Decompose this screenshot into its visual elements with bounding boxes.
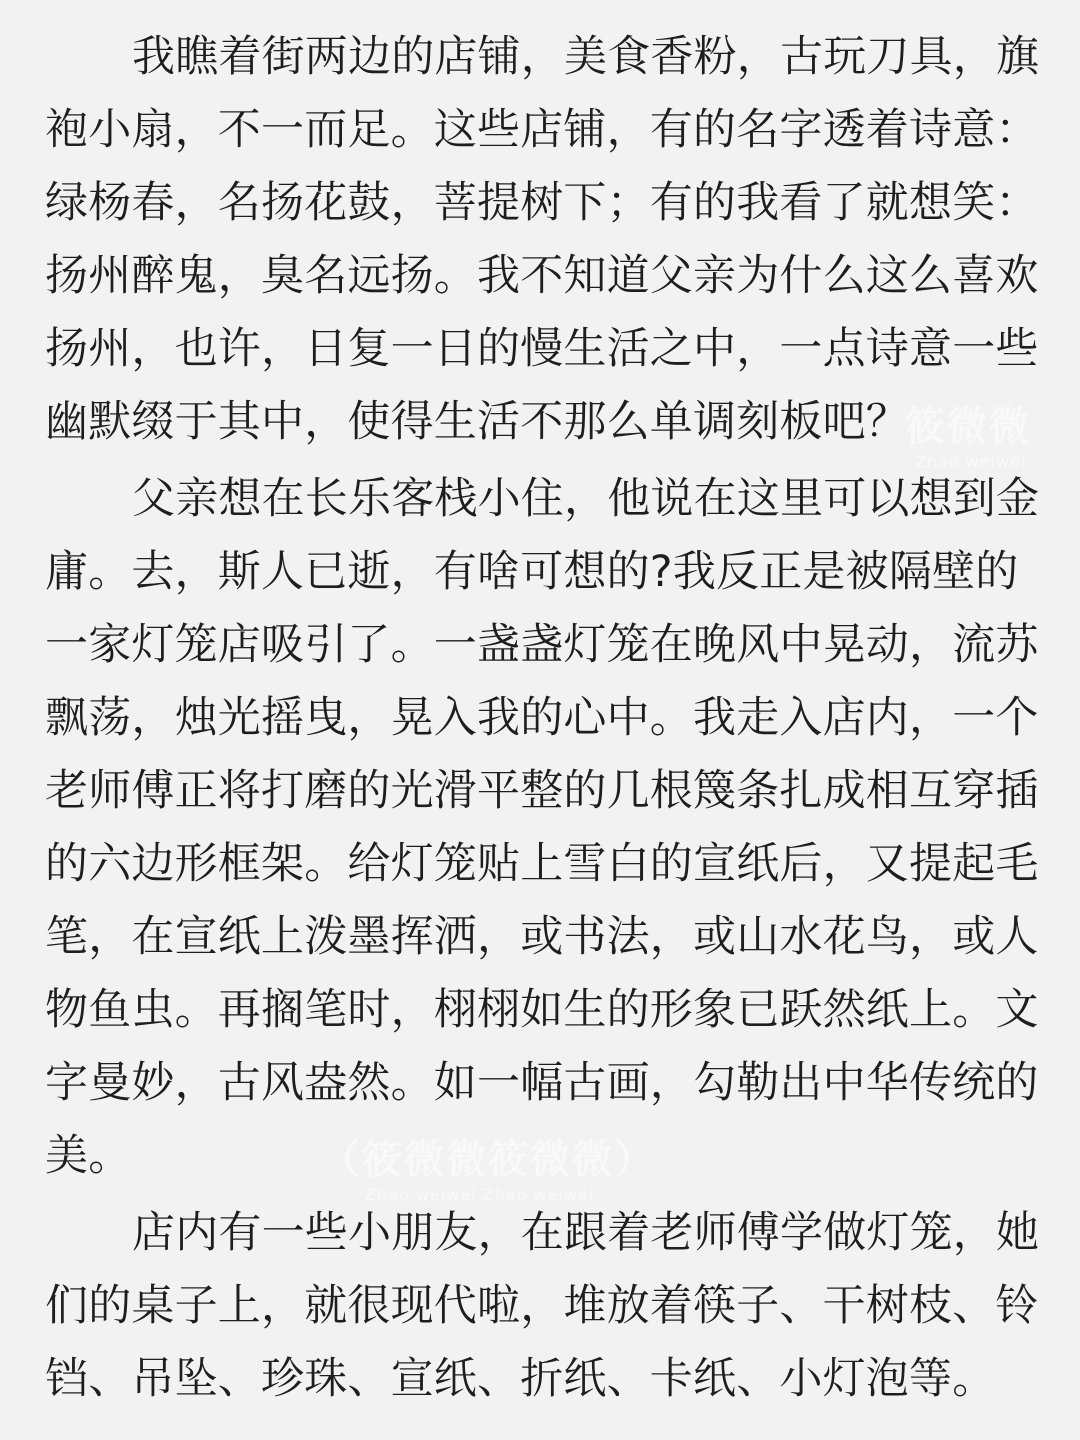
text-line-3: 绿杨春，名扬花鼓，菩提树下；有的我看了就想笑：	[45, 178, 1039, 228]
text-line-8: 庸。去，斯人已逝，有啥可想的?我反正是被隔壁的	[45, 547, 1019, 597]
watermark-subtext: Zhao weiwei Zhao weiwei	[365, 1185, 595, 1204]
text-line-16: 美。	[45, 1131, 132, 1181]
watermark	[905, 395, 1031, 471]
text-line-18: 们的桌子上，就很现代啦，堆放着筷子、干树枝、铃	[45, 1281, 1039, 1331]
text-line-2: 袍小扇，不一而足。这些店铺，有的名字透着诗意：	[45, 105, 1039, 155]
watermark	[320, 1128, 656, 1204]
watermark-text: （筱微微筱微微）	[320, 1137, 656, 1183]
text-line-10: 飘荡，烛光摇曳，晃入我的心中。我走入店内，一个	[45, 693, 1039, 743]
text-line-14: 物鱼虫。再搁笔时，栩栩如生的形象已跃然纸上。文	[45, 985, 1039, 1035]
text-line-12: 的六边形框架。给灯笼贴上雪白的宣纸后，又提起毛	[45, 839, 1039, 889]
text-line-15: 字曼妙，古风盎然。如一幅古画，勾勒出中华传统的	[45, 1058, 1039, 1108]
text-line-7: 父亲想在长乐客栈小住，他说在这里可以想到金	[132, 474, 1040, 524]
text-line-1: 我瞧着街两边的店铺，美食香粉，古玩刀具，旗	[132, 32, 1040, 82]
text-line-13: 笔，在宣纸上泼墨挥洒，或书法，或山水花鸟，或人	[45, 912, 1039, 962]
text-line-6: 幽默缀于其中，使得生活不那么单调刻板吧？	[45, 397, 909, 447]
watermark-subtext: Zhao weiwei	[915, 452, 1027, 471]
text-line-5: 扬州，也许，日复一日的慢生活之中，一点诗意一些	[45, 324, 1039, 374]
text-line-17: 店内有一些小朋友，在跟着老师傅学做灯笼，她	[132, 1208, 1040, 1258]
text-line-11: 老师傅正将打磨的光滑平整的几根篾条扎成相互穿插	[45, 766, 1039, 816]
text-line-4: 扬州醉鬼，臭名远扬。我不知道父亲为什么这么喜欢	[45, 251, 1039, 301]
watermark-text: 筱微微	[905, 404, 1031, 450]
text-line-19: 铛、吊坠、珍珠、宣纸、折纸、卡纸、小灯泡等。	[45, 1354, 996, 1404]
text-line-9: 一家灯笼店吸引了。一盏盏灯笼在晚风中晃动，流苏	[45, 620, 1039, 670]
